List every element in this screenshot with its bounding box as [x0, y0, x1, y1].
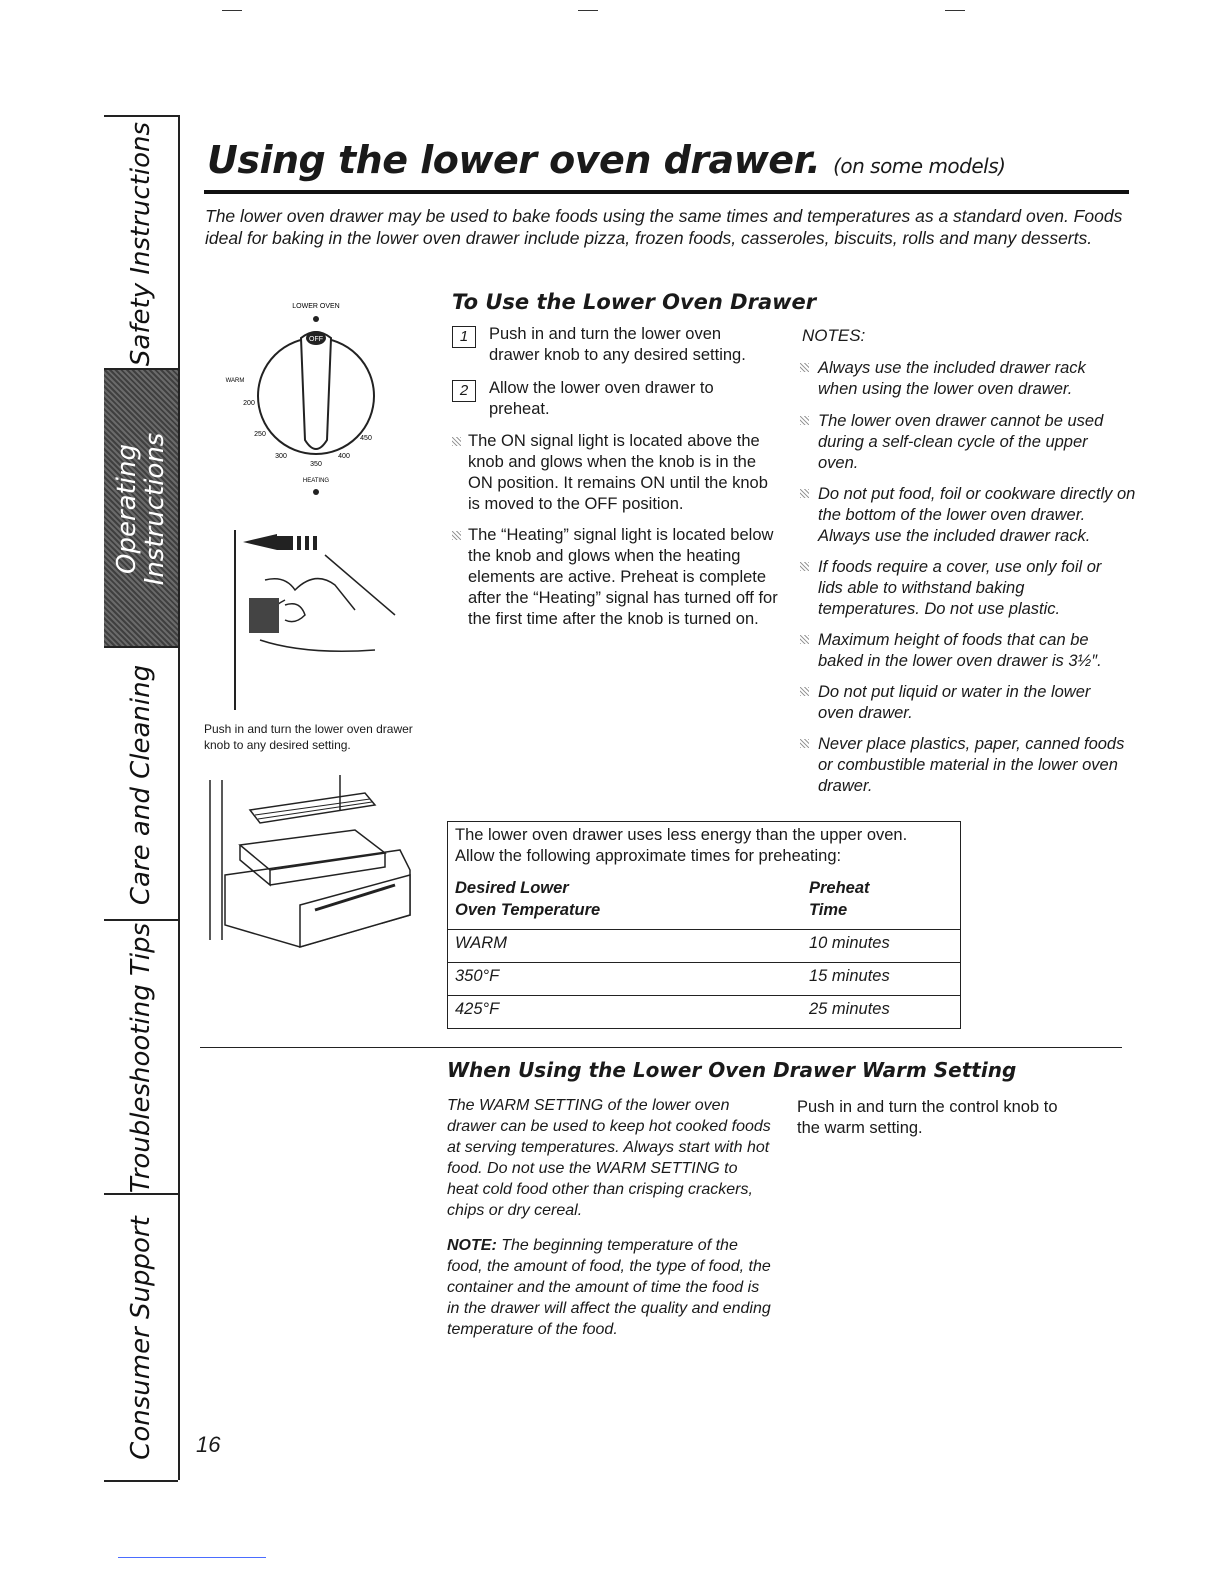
use-bullet-heating-signal	[452, 525, 782, 630]
knob-label-warm: WARM	[225, 378, 245, 384]
step-2	[452, 378, 752, 420]
bullet-icon	[800, 739, 809, 748]
col-header-temp-line1: Desired Lower	[455, 879, 569, 897]
knob-mark-200: 200	[243, 400, 255, 407]
page-number: 16	[196, 1432, 221, 1457]
warm-section-heading: When Using the Lower Oven Drawer Warm Setting	[447, 1058, 1017, 1082]
scan-mark	[945, 10, 965, 11]
table-cell-time: 10 minutes	[809, 934, 890, 952]
col-header-time-line2: Time	[809, 901, 848, 919]
tab-label	[113, 433, 169, 586]
hand-caption: Push in and turn the lower oven drawer knob to any desired setting.	[204, 722, 413, 752]
knob-mark-450: 450	[360, 435, 372, 442]
tab-troubleshooting-tips[interactable]	[104, 919, 178, 1195]
note-text: The beginning temperature of the food, the amount of food, the type of food, the container and the amount of time the food is in the drawer will affect the quality and ending temperature of the food.	[447, 1237, 771, 1338]
knob-handle	[301, 332, 331, 449]
knob-label-off: OFF	[309, 336, 323, 343]
col-header-time-line1: Preheat	[809, 879, 870, 897]
col-header-temp-line2: Oven Temperature	[455, 901, 601, 919]
hand-push-illustration	[225, 530, 405, 710]
note-item	[800, 682, 1128, 724]
note-item	[800, 630, 1128, 672]
knob-mark-350: 350	[310, 461, 322, 468]
note-item	[800, 557, 1128, 620]
step-number: 1	[452, 326, 476, 348]
table-cell-temp: 350°F	[455, 967, 500, 985]
note-item	[800, 734, 1140, 797]
knob-label-heating: HEATING	[302, 478, 330, 484]
notes-heading: NOTES:	[802, 326, 866, 345]
warm-section-text: The WARM SETTING of the lower oven drawer can be used to keep hot cooked foods at serving temperatures. Always start with hot food. Do not use the WARM SETTING to heat cold food other than crisping crackers, chips or dry cereal.	[447, 1097, 771, 1219]
tab-label-line1: Operating	[112, 444, 142, 575]
footer-link-underline	[118, 1557, 266, 1558]
section-sidebar	[104, 115, 180, 1480]
bullet-icon	[452, 531, 461, 540]
scan-mark	[222, 10, 242, 11]
drawer-illustration	[200, 775, 420, 950]
tab-care-and-cleaning[interactable]	[104, 646, 178, 921]
note-text: Do not put food, foil or cookware directly on the bottom of the lower oven drawer. Always use the included drawer rack.	[818, 485, 1136, 545]
note-item	[800, 358, 1128, 400]
note-label: NOTE:	[447, 1237, 497, 1254]
knob-label-lower-oven: LOWER OVEN	[292, 303, 340, 310]
tab-label: Troubleshooting Tips	[126, 922, 156, 1194]
note-text: Do not put liquid or water in the lower oven drawer.	[818, 683, 1091, 722]
step-1	[452, 324, 772, 366]
section-divider	[200, 1047, 1122, 1048]
intro-paragraph: The lower oven drawer may be used to bake foods using the same times and temperatures as a standard oven. Foods ideal for baking in the lower oven drawer include pizza, frozen foods, casseroles, biscuits, rolls and many desserts.	[205, 206, 1123, 248]
use-section-heading: To Use the Lower Oven Drawer	[452, 290, 817, 314]
table-cell-temp: 425°F	[455, 1000, 500, 1018]
bullet-text: The “Heating” signal light is located below the knob and glows when the heating elements are active. Preheat is complete after the “Heating” signal has turned off for the first time after the knob is turned on.	[468, 526, 778, 628]
note-text: The lower oven drawer cannot be used during a self-clean cycle of the upper oven.	[818, 412, 1104, 472]
note-item	[800, 411, 1128, 474]
table-divider	[448, 995, 960, 996]
knob-mark-250: 250	[254, 431, 266, 438]
bullet-icon	[452, 437, 461, 446]
table-cell-time: 15 minutes	[809, 967, 890, 985]
bullet-icon	[800, 687, 809, 696]
step-text: Push in and turn the lower oven drawer knob to any desired setting.	[489, 325, 746, 364]
note-text: If foods require a cover, use only foil or lids able to withstand baking temperatures. Do not use plastic.	[818, 558, 1102, 618]
warm-section-instruction: Push in and turn the control knob to the warm setting.	[797, 1098, 1058, 1137]
knob-mark-300: 300	[275, 453, 287, 460]
note-item	[800, 484, 1138, 547]
knob-diagram	[215, 290, 385, 500]
bullet-icon	[800, 416, 809, 425]
page-title-text: Using the lower oven drawer.	[207, 138, 821, 182]
preheat-table	[447, 821, 961, 1029]
page-title	[207, 138, 1005, 182]
table-divider	[448, 962, 960, 963]
tab-label: Consumer Support	[126, 1215, 156, 1460]
tab-safety-instructions[interactable]	[104, 115, 178, 370]
title-divider	[204, 190, 1129, 194]
knob-mark-400: 400	[338, 453, 350, 460]
table-cell-time: 25 minutes	[809, 1000, 890, 1018]
bullet-text: The ON signal light is located above the knob and glows when the knob is in the ON position. It remains ON until the knob is moved to the OFF position.	[468, 432, 768, 513]
note-text: Maximum height of foods that can be baked in the lower oven drawer is 3½″.	[818, 631, 1102, 670]
step-text: Allow the lower oven drawer to preheat.	[489, 379, 714, 418]
note-text: Always use the included drawer rack when using the lower oven drawer.	[818, 359, 1086, 398]
page-title-suffix: (on some models)	[833, 154, 1006, 178]
warm-section-note	[447, 1235, 772, 1340]
table-divider	[448, 929, 960, 930]
table-cell-temp: WARM	[455, 934, 507, 952]
tab-label: Care and Cleaning	[126, 664, 156, 905]
preheat-table-intro: The lower oven drawer uses less energy than the upper oven. Allow the following approximate times for preheating:	[455, 826, 908, 865]
bullet-icon	[800, 363, 809, 372]
bullet-icon	[800, 489, 809, 498]
bullet-icon	[800, 635, 809, 644]
scan-mark	[578, 10, 598, 11]
tab-label-line2: Instructions	[140, 432, 170, 586]
tab-label: Safety Instructions	[126, 121, 156, 366]
use-bullet-on-signal	[452, 431, 782, 515]
note-text: Never place plastics, paper, canned foods or combustible material in the lower oven drawer.	[818, 735, 1125, 795]
tab-operating-instructions[interactable]	[104, 368, 178, 648]
bullet-icon	[800, 562, 809, 571]
step-number: 2	[452, 380, 476, 402]
tab-consumer-support[interactable]	[104, 1193, 178, 1482]
